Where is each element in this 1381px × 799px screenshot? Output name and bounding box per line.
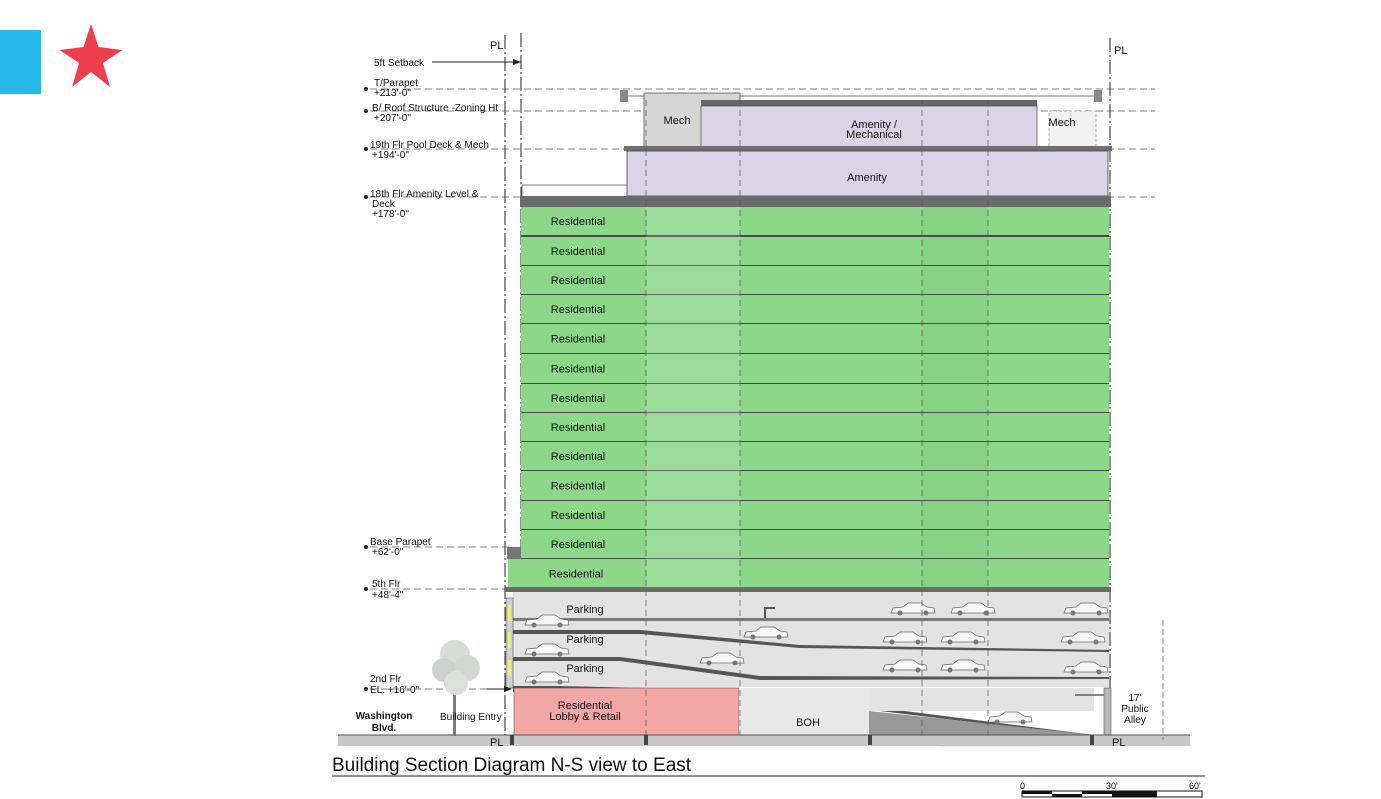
- residential-floor: [521, 471, 1109, 500]
- mech-left-label: Mech: [663, 115, 691, 127]
- car-wheel: [558, 623, 563, 628]
- residential-label: Residential: [550, 275, 606, 287]
- elevation-name-amenity-level: 18th Flr Amenity Level &: [370, 189, 479, 200]
- car-wheel: [777, 635, 782, 640]
- car-icon: [988, 712, 1032, 722]
- car-wheel: [916, 668, 921, 673]
- residential-label: Residential: [550, 216, 606, 228]
- amenity-mech-label-1: Amenity /: [851, 119, 897, 131]
- residential-floor: [521, 413, 1109, 441]
- pl-bottom-right-label: PL: [1112, 737, 1126, 749]
- elevation-name-parapet: T/Parapet: [374, 78, 418, 89]
- scale-tick-60: 60': [1189, 781, 1201, 791]
- elevation-value-base-parapet: +62'-0": [372, 547, 404, 558]
- pl-left-label: PL: [490, 40, 504, 52]
- residential-floor: [521, 530, 1109, 558]
- residential-floor: [521, 295, 1109, 323]
- diagram-title: Building Section Diagram N-S view to East: [332, 755, 692, 776]
- residential-floor: [521, 324, 1109, 353]
- lobby-label-1: Residential: [557, 700, 613, 712]
- car-wheel: [532, 623, 537, 628]
- elevation-name-pool-deck: 19th Flr Pool Deck & Mech: [370, 140, 489, 151]
- residential-label: Residential: [550, 539, 606, 551]
- residential-label: Residential: [548, 568, 604, 581]
- alley-label-1: Public: [1121, 704, 1149, 715]
- car-wheel: [924, 611, 929, 616]
- car-wheel: [916, 640, 921, 645]
- car-wheel: [733, 661, 738, 666]
- ramp: [869, 711, 1094, 735]
- residential-floor: [521, 354, 1109, 383]
- mech-right-label: Mech: [1048, 117, 1076, 129]
- amenity-mech-label-2: Mechanical: [846, 129, 902, 141]
- scale-tick-0: 0: [1020, 781, 1026, 791]
- scale-bar: [1020, 781, 1202, 797]
- base-parapet: [507, 547, 521, 559]
- street-name-1: Washington: [355, 711, 413, 722]
- residential-floors: [508, 207, 1109, 590]
- elevation-name-base-parapet: Base Parapet: [370, 537, 431, 548]
- alley-label-2: Alley: [1124, 715, 1146, 726]
- car-wheel: [890, 668, 895, 673]
- elevation-value-parapet: +213'-0": [374, 88, 411, 99]
- car-wheel: [890, 640, 895, 645]
- amenity-roof-slab: [701, 100, 1037, 106]
- scale-tick-30: 30': [1106, 781, 1118, 791]
- building-entry-label: Building Entry: [440, 712, 502, 723]
- car-wheel: [558, 680, 563, 685]
- pl-bottom-left-label: PL: [490, 737, 504, 749]
- residential-floor: [521, 237, 1109, 265]
- residential-label: Residential: [550, 246, 606, 258]
- residential-label: Residential: [550, 510, 606, 522]
- residential-floor: [521, 207, 1109, 235]
- car-wheel: [532, 680, 537, 685]
- car-wheel: [898, 611, 903, 616]
- elevation-value-2nd-floor: EL. +16'-0": [370, 685, 420, 696]
- parking-label-3: Parking: [566, 663, 604, 675]
- car-wheel: [974, 640, 979, 645]
- lobby-label-2: Lobby & Retail: [549, 711, 621, 723]
- amenity-label: Amenity: [847, 172, 887, 184]
- elevation-name-5th-floor: 5th Flr: [372, 579, 401, 590]
- residential-label: Residential: [550, 363, 606, 376]
- car-wheel: [1021, 720, 1026, 725]
- setback-arrowhead: [513, 59, 521, 65]
- car-wheel: [1071, 611, 1076, 616]
- parking-label-1: Parking: [566, 604, 604, 616]
- car-wheel: [974, 668, 979, 673]
- ground-line: [338, 735, 1190, 746]
- pl-right-label: PL: [1114, 45, 1128, 57]
- car-wheel: [1068, 640, 1073, 645]
- alley-width: 17': [1128, 693, 1142, 704]
- residential-label: Residential: [550, 422, 606, 434]
- car-wheel: [558, 652, 563, 657]
- parking-label-2: Parking: [566, 634, 604, 646]
- elevation-name-roof: B/ Roof Structure -Zoning Ht: [372, 103, 499, 114]
- chicago-star-icon: [60, 24, 123, 87]
- car-wheel: [532, 652, 537, 657]
- amenity-level-slab: [520, 196, 1111, 207]
- residential-label: Residential: [550, 480, 606, 493]
- car-wheel: [995, 720, 1000, 725]
- car-wheel: [948, 640, 953, 645]
- residential-floor: [521, 384, 1109, 412]
- elevation-name-amenity-deck: Deck: [372, 199, 395, 210]
- facade-band: [646, 207, 740, 588]
- car-wheel: [751, 635, 756, 640]
- boh-label: BOH: [796, 717, 820, 729]
- car-wheel: [707, 661, 712, 666]
- residential-label: Residential: [550, 333, 606, 346]
- rooftop: [520, 90, 1112, 207]
- residential-floor: [521, 501, 1109, 529]
- street-name-2: Blvd.: [371, 723, 397, 734]
- pool-deck-slab: [624, 146, 1112, 151]
- residential-label: Residential: [550, 393, 606, 405]
- floor-slab: [521, 235, 1109, 237]
- car-wheel: [1097, 611, 1102, 616]
- brand-bar: [0, 30, 41, 94]
- residential-floor: [521, 442, 1109, 470]
- elevation-value-5th-floor: +48'-4": [372, 590, 404, 601]
- elevation-value-roof: +207'-0": [374, 113, 411, 124]
- car-wheel: [1097, 670, 1102, 675]
- residential-floor: [521, 266, 1109, 294]
- elevation-name-2nd-floor: 2nd Flr: [370, 674, 402, 685]
- residential-label: Residential: [550, 451, 606, 463]
- setback-label: 5ft Setback: [374, 58, 425, 69]
- facade-band: [922, 207, 988, 588]
- car-wheel: [948, 668, 953, 673]
- car-wheel: [1094, 640, 1099, 645]
- elevation-value-pool-deck: +194'-0": [372, 150, 409, 161]
- elevation-value-amenity-level: +178'-0": [372, 209, 409, 220]
- car-wheel: [1071, 670, 1076, 675]
- residential-label: Residential: [550, 304, 606, 316]
- elevation-markers: [364, 87, 368, 691]
- car-wheel: [958, 611, 963, 616]
- lobby-retail: [514, 688, 739, 735]
